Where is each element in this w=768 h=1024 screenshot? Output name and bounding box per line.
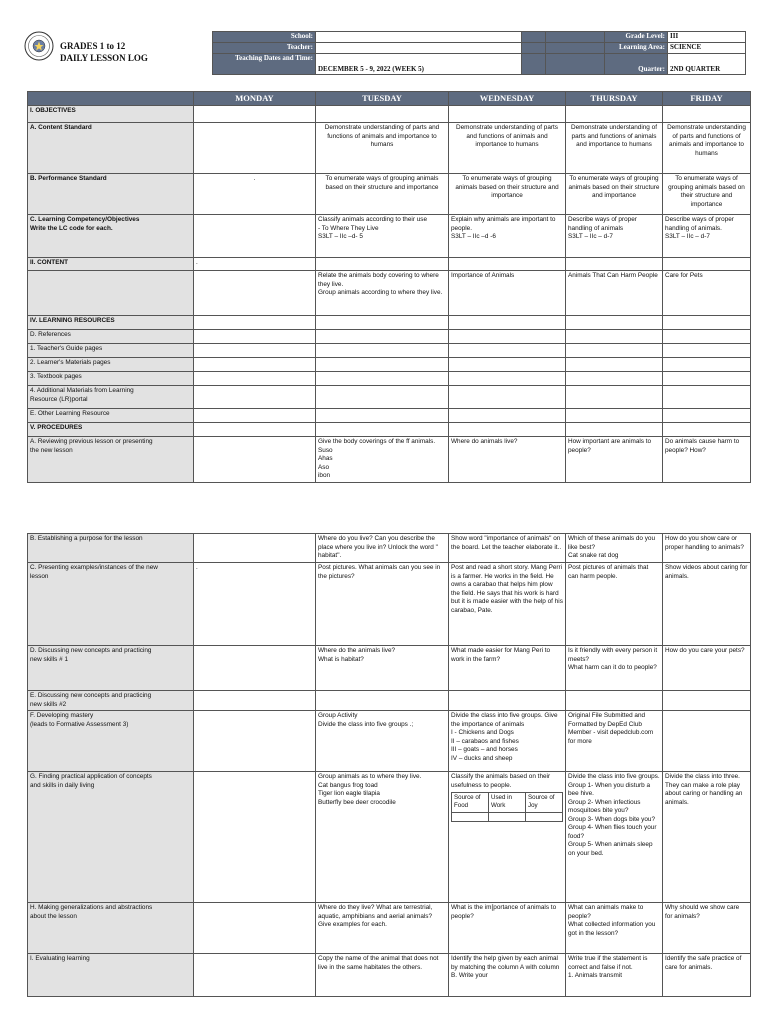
cell-thursday[interactable] bbox=[566, 258, 663, 271]
cell-tuesday[interactable] bbox=[316, 772, 449, 903]
cell-text: What is the im[portance of animals to people? bbox=[451, 904, 557, 920]
area-value[interactable]: SCIENCE bbox=[668, 43, 746, 54]
row-label: A. Content Standard bbox=[28, 123, 194, 174]
row-d-discussing-new-concepts-and-practicing bbox=[28, 646, 751, 691]
cell-wednesday[interactable] bbox=[449, 903, 566, 954]
cell-tuesday[interactable]: Demonstrate understanding of parts and functions of animals and importance to humans bbox=[316, 123, 449, 174]
cell-thursday[interactable] bbox=[566, 358, 663, 372]
quarter-label: Quarter: bbox=[605, 54, 668, 75]
grade-value[interactable]: III bbox=[668, 32, 746, 43]
cell-wednesday[interactable] bbox=[449, 711, 566, 772]
row-label: II. CONTENT bbox=[28, 258, 194, 271]
day-friday: FRIDAY bbox=[663, 92, 751, 106]
row-label: 4. Additional Materials from Learning Resource (LR)portal bbox=[28, 386, 194, 409]
school-value[interactable] bbox=[316, 32, 522, 43]
cell-thursday[interactable]: To enumerate ways of grouping animals based on their structure and importance bbox=[566, 174, 663, 215]
usefulness-header: Used in Work bbox=[489, 793, 526, 813]
cell-monday[interactable] bbox=[194, 563, 316, 646]
cell-wednesday[interactable] bbox=[449, 563, 566, 646]
cell-text: Write true if the statement is correct and false if not. 1. Animals transmit bbox=[568, 955, 648, 980]
cell-friday[interactable] bbox=[663, 258, 751, 271]
document-title bbox=[60, 40, 148, 64]
row-label: 3. Textbook pages bbox=[28, 372, 194, 386]
day-tuesday: TUESDAY bbox=[316, 92, 449, 106]
cell-monday[interactable]: . bbox=[194, 258, 316, 271]
row-label: D. References bbox=[28, 330, 194, 344]
cell-monday[interactable] bbox=[194, 344, 316, 358]
cell-friday[interactable] bbox=[663, 106, 751, 123]
row-label: F. Developing mastery (leads to Formative Assessment 3) bbox=[28, 711, 194, 772]
cell-thursday[interactable] bbox=[566, 711, 663, 772]
cell-text: Divide the class into three. They can make a role play about caring or handling an animals. bbox=[665, 773, 743, 806]
row-label: 2. Learner's Materials pages bbox=[28, 358, 194, 372]
cell-tuesday[interactable] bbox=[316, 423, 449, 437]
cell-monday[interactable] bbox=[194, 386, 316, 409]
cell-thursday[interactable] bbox=[566, 534, 663, 563]
cell-monday[interactable] bbox=[194, 534, 316, 563]
cell-thursday[interactable] bbox=[566, 903, 663, 954]
cell-tuesday[interactable] bbox=[316, 106, 449, 123]
row-f-developing-mastery-leads-to-formative- bbox=[28, 711, 751, 772]
cell-wednesday[interactable] bbox=[449, 646, 566, 691]
cell-thursday[interactable]: Demonstrate understanding of parts and functions of animals and importance to humans bbox=[566, 123, 663, 174]
cell-monday[interactable] bbox=[194, 358, 316, 372]
cell-friday[interactable]: Demonstrate understanding of parts and functions of animals and importance to humans bbox=[663, 123, 751, 174]
cell-thursday[interactable]: Animals That Can Harm People bbox=[566, 271, 663, 316]
school-label: School: bbox=[213, 32, 316, 43]
cell-tuesday[interactable] bbox=[316, 372, 449, 386]
cell-thursday[interactable] bbox=[566, 372, 663, 386]
cell-tuesday[interactable] bbox=[316, 409, 449, 423]
row-label: A. Reviewing previous lesson or presenting the new lesson bbox=[28, 437, 194, 483]
grade-label: Grade Level: bbox=[605, 32, 668, 43]
row-iv-learning-resources bbox=[28, 316, 751, 330]
cell-tuesday[interactable] bbox=[316, 646, 449, 691]
row-e-discussing-new-concepts-and-practicing bbox=[28, 691, 751, 711]
cell-wednesday[interactable]: Explain why animals are important to people. S3LT – IIc –d -6 bbox=[449, 215, 566, 258]
cell-text: Why should we show care for animals? bbox=[665, 904, 740, 920]
cell-friday[interactable] bbox=[663, 903, 751, 954]
cell-friday[interactable] bbox=[663, 954, 751, 997]
row-2-learner-s-materials-pages bbox=[28, 358, 751, 372]
cell-wednesday[interactable]: To enumerate ways of grouping animals based on their structure and importance bbox=[449, 174, 566, 215]
cell-wednesday[interactable]: Importance of Animals bbox=[449, 271, 566, 316]
cell-wednesday[interactable] bbox=[449, 423, 566, 437]
cell-text: How do you care your pets? bbox=[665, 647, 745, 654]
row-label: C. Learning Competency/Objectives Write the LC code for each. bbox=[28, 215, 194, 258]
cell-wednesday[interactable] bbox=[449, 344, 566, 358]
cell-tuesday[interactable] bbox=[316, 358, 449, 372]
cell-friday[interactable] bbox=[663, 386, 751, 409]
row-label: V. PROCEDURES bbox=[28, 423, 194, 437]
cell-thursday[interactable] bbox=[566, 409, 663, 423]
cell-wednesday[interactable] bbox=[449, 358, 566, 372]
row-i-evaluating-learning bbox=[28, 954, 751, 997]
cell-friday[interactable]: To enumerate ways of grouping animals based on their structure and importance bbox=[663, 174, 751, 215]
cell-thursday[interactable] bbox=[566, 316, 663, 330]
cell-monday[interactable] bbox=[194, 106, 316, 123]
cell-friday[interactable] bbox=[663, 711, 751, 772]
cell-friday[interactable] bbox=[663, 372, 751, 386]
cell-thursday[interactable]: How important are animals to people? bbox=[566, 437, 663, 483]
title-line-2: DAILY LESSON LOG bbox=[60, 53, 148, 63]
cell-friday[interactable] bbox=[663, 691, 751, 711]
row-1-teacher-s-guide-pages bbox=[28, 344, 751, 358]
cell-text: What made easier for Mang Peri to work in the farm? bbox=[451, 647, 551, 663]
cell-wednesday[interactable] bbox=[449, 772, 566, 903]
row-3-textbook-pages bbox=[28, 372, 751, 386]
row-e-other-learning-resource bbox=[28, 409, 751, 423]
cell-text: Post pictures. What animals can you see in the pictures? bbox=[318, 564, 441, 580]
cell-text: Is it friendly with every person it meets? What harm can it do to people? bbox=[568, 647, 658, 672]
cell-monday[interactable] bbox=[194, 271, 316, 316]
cell-thursday[interactable]: Describe ways of proper handling of animals S3LT – IIc – d-7 bbox=[566, 215, 663, 258]
cell-wednesday[interactable] bbox=[449, 691, 566, 711]
row-c-learning-competency-objectives-write-t bbox=[28, 215, 751, 258]
cell-thursday[interactable] bbox=[566, 330, 663, 344]
row-label: E. Discussing new concepts and practicing new skills #2 bbox=[28, 691, 194, 711]
cell-friday[interactable] bbox=[663, 772, 751, 903]
usefulness-header: Source of Food bbox=[452, 793, 489, 813]
day-thursday: THURSDAY bbox=[566, 92, 663, 106]
cell-wednesday[interactable] bbox=[449, 372, 566, 386]
row-label: D. Discussing new concepts and practicing new skills # 1 bbox=[28, 646, 194, 691]
dates-label: Teaching Dates and Time: bbox=[213, 54, 316, 75]
cell-tuesday[interactable] bbox=[316, 563, 449, 646]
cell-tuesday[interactable] bbox=[316, 386, 449, 409]
cell-friday[interactable] bbox=[663, 646, 751, 691]
cell-tuesday[interactable] bbox=[316, 316, 449, 330]
cell-friday[interactable] bbox=[663, 423, 751, 437]
cell-tuesday[interactable]: To enumerate ways of grouping animals based on their structure and importance bbox=[316, 174, 449, 215]
row-label: IV. LEARNING RESOURCES bbox=[28, 316, 194, 330]
cell-monday[interactable]: . bbox=[194, 174, 316, 215]
cell-tuesday[interactable]: Classify animals according to their use - To Where They Live S3LT – IIc –d- 5 bbox=[316, 215, 449, 258]
cell-text: Where do the animals live? What is habitat? bbox=[318, 647, 396, 663]
row-ii-content bbox=[28, 258, 751, 271]
row-label: B. Performance Standard bbox=[28, 174, 194, 215]
cell-tuesday[interactable]: Give the body coverings of the ff animals. Suso Ahas Aso ibon bbox=[316, 437, 449, 483]
cell-monday[interactable] bbox=[194, 372, 316, 386]
cell-wednesday[interactable] bbox=[449, 258, 566, 271]
cell-thursday[interactable] bbox=[566, 423, 663, 437]
cell-text: Copy the name of the animal that does not live in the same habitates the others. bbox=[318, 955, 439, 971]
row-g-finding-practical-application-of-conce bbox=[28, 772, 751, 903]
cell-monday[interactable] bbox=[194, 123, 316, 174]
lesson-log-table bbox=[27, 91, 751, 483]
usefulness-table bbox=[451, 792, 563, 822]
cell-tuesday[interactable] bbox=[316, 903, 449, 954]
teacher-value[interactable] bbox=[316, 43, 522, 54]
cell-tuesday[interactable]: Relate the animals body covering to where they live. Group animals according to where they live. bbox=[316, 271, 449, 316]
cell-wednesday[interactable] bbox=[449, 316, 566, 330]
cell-thursday[interactable] bbox=[566, 646, 663, 691]
usefulness-cell[interactable] bbox=[452, 812, 489, 821]
cell-text: Where do you live? Can you describe the place where you live in? Unlock the word " habitat". bbox=[318, 535, 438, 560]
row-a-content-standard bbox=[28, 123, 751, 174]
cell-friday[interactable] bbox=[663, 316, 751, 330]
row-label bbox=[28, 271, 194, 316]
cell-monday[interactable] bbox=[194, 330, 316, 344]
cell-text: Post and read a short story. Mang Perri is a farmer. He works in the field. He owns a carabao that helps him plow the field. He says that his work is hard but it is made easier with the help of his carabao, Pate. bbox=[451, 564, 563, 614]
row-label: E. Other Learning Resource bbox=[28, 409, 194, 423]
row-label: B. Establishing a purpose for the lesson bbox=[28, 534, 194, 563]
day-header-row bbox=[28, 92, 751, 106]
cell-text: Classify the animals based on their usefulness to people. bbox=[451, 773, 551, 789]
cell-text: Group animals as to where they live. Cat bangus frog toad Tiger lion eagle tilapia Butterfly bee deer crocodile bbox=[318, 773, 422, 806]
cell-text: Divide the class into five groups. Give the importance of animals I - Chickens and Dogs II – carabaos and fishes III – goats – and horses IV – ducks and sheep bbox=[451, 712, 558, 762]
cell-tuesday[interactable] bbox=[316, 330, 449, 344]
cell-text: Original File Submitted and Formatted by DepEd Club Member - visit depedclub.com for more bbox=[568, 712, 654, 745]
usefulness-cell[interactable] bbox=[526, 812, 563, 821]
cell-wednesday[interactable]: Demonstrate understanding of parts and functions of animals and importance to humans bbox=[449, 123, 566, 174]
cell-wednesday[interactable] bbox=[449, 954, 566, 997]
row-i-objectives bbox=[28, 106, 751, 123]
area-label: Learning Area: bbox=[605, 43, 668, 54]
cell-text: Show videos about caring for animals. bbox=[665, 564, 748, 580]
cell-friday[interactable] bbox=[663, 409, 751, 423]
cell-text: Post pictures of animals that can harm people. bbox=[568, 564, 649, 580]
row-4-additional-materials-from-learning-res bbox=[28, 386, 751, 409]
cell-wednesday[interactable] bbox=[449, 534, 566, 563]
day-wednesday: WEDNESDAY bbox=[449, 92, 566, 106]
row-h-making-generalizations-and-abstraction bbox=[28, 903, 751, 954]
title-line-1: GRADES 1 to 12 bbox=[60, 41, 126, 51]
cell-text: Identify the help given by each animal by matching the column A with column B. Write your bbox=[451, 955, 560, 980]
row-label: G. Finding practical application of concepts and skills in daily living bbox=[28, 772, 194, 903]
cell-text: Show word "importance of animals" on the board. Let the teacher elaborate it.. bbox=[451, 535, 562, 551]
header-info-table bbox=[212, 31, 746, 75]
cell-wednesday[interactable]: Where do animals live? bbox=[449, 437, 566, 483]
row-d-references bbox=[28, 330, 751, 344]
cell-text: . bbox=[196, 564, 198, 571]
cell-monday[interactable] bbox=[194, 772, 316, 903]
row-content-detail bbox=[28, 271, 751, 316]
row-b-performance-standard bbox=[28, 174, 751, 215]
cell-monday[interactable] bbox=[194, 423, 316, 437]
cell-friday[interactable]: Care for Pets bbox=[663, 271, 751, 316]
dates-value[interactable]: DECEMBER 5 - 9, 2022 (WEEK 5) bbox=[316, 54, 522, 75]
cell-text: Group Activity Divide the class into five groups .; bbox=[318, 712, 414, 728]
usefulness-header: Source of Joy bbox=[526, 793, 563, 813]
cell-friday[interactable] bbox=[663, 330, 751, 344]
row-v-procedures bbox=[28, 423, 751, 437]
cell-friday[interactable]: Do animals cause harm to people? How? bbox=[663, 437, 751, 483]
cell-monday[interactable] bbox=[194, 409, 316, 423]
cell-thursday[interactable] bbox=[566, 344, 663, 358]
cell-text: Which of these animals do you like best? Cat snake rat dog bbox=[568, 535, 656, 560]
cell-friday[interactable] bbox=[663, 563, 751, 646]
cell-text: Where do they live? What are terrestrial, aquatic, amphibians and aerial animals? Give examples for each. bbox=[318, 904, 433, 929]
row-a-reviewing-previous-lesson-or-presentin bbox=[28, 437, 751, 483]
cell-tuesday[interactable] bbox=[316, 954, 449, 997]
cell-text: What can animals make to people? What collected information you got in the lesson? bbox=[568, 904, 656, 937]
cell-monday[interactable] bbox=[194, 215, 316, 258]
cell-monday[interactable] bbox=[194, 691, 316, 711]
cell-monday[interactable] bbox=[194, 646, 316, 691]
cell-friday[interactable] bbox=[663, 534, 751, 563]
cell-tuesday[interactable] bbox=[316, 344, 449, 358]
cell-friday[interactable] bbox=[663, 344, 751, 358]
row-b-establishing-a-purpose-for-the-lesson bbox=[28, 534, 751, 563]
cell-thursday[interactable] bbox=[566, 386, 663, 409]
cell-text: How do you show care or proper handling to animals? bbox=[665, 535, 744, 551]
cell-friday[interactable]: Describe ways of proper handling of animals. S3LT – IIc – d-7 bbox=[663, 215, 751, 258]
cell-thursday[interactable] bbox=[566, 691, 663, 711]
cell-thursday[interactable] bbox=[566, 106, 663, 123]
usefulness-cell[interactable] bbox=[489, 812, 526, 821]
cell-thursday[interactable] bbox=[566, 954, 663, 997]
row-label: H. Making generalizations and abstractions about the lesson bbox=[28, 903, 194, 954]
cell-wednesday[interactable] bbox=[449, 330, 566, 344]
row-label: I. OBJECTIVES bbox=[28, 106, 194, 123]
day-monday: MONDAY bbox=[194, 92, 316, 106]
cell-thursday[interactable] bbox=[566, 772, 663, 903]
cell-monday[interactable] bbox=[194, 954, 316, 997]
procedures-table bbox=[27, 533, 751, 997]
cell-wednesday[interactable] bbox=[449, 386, 566, 409]
teacher-label: Teacher: bbox=[213, 43, 316, 54]
cell-tuesday[interactable] bbox=[316, 711, 449, 772]
cell-tuesday[interactable] bbox=[316, 258, 449, 271]
row-c-presenting-examples-instances-of-the-n bbox=[28, 563, 751, 646]
cell-friday[interactable] bbox=[663, 358, 751, 372]
cell-text: Identify the safe practice of care for animals. bbox=[665, 955, 742, 971]
cell-monday[interactable] bbox=[194, 316, 316, 330]
cell-text: Divide the class into five groups. Group 1- When you disturb a bee hive. Group 2- When infectious mosquitoes bite you? Group 3- When dogs bite you? Group 4- When flies touch your food? Group 5- When animals sleep on your bed. bbox=[568, 773, 660, 857]
row-label: 1. Teacher's Guide pages bbox=[28, 344, 194, 358]
quarter-value[interactable]: 2ND QUARTER bbox=[668, 54, 746, 75]
row-label: C. Presenting examples/instances of the new lesson bbox=[28, 563, 194, 646]
cell-wednesday[interactable] bbox=[449, 409, 566, 423]
cell-monday[interactable] bbox=[194, 437, 316, 483]
row-label: I. Evaluating learning bbox=[28, 954, 194, 997]
cell-monday[interactable] bbox=[194, 903, 316, 954]
cell-tuesday[interactable] bbox=[316, 534, 449, 563]
cell-wednesday[interactable] bbox=[449, 106, 566, 123]
cell-tuesday[interactable] bbox=[316, 691, 449, 711]
cell-monday[interactable] bbox=[194, 711, 316, 772]
deped-seal-icon bbox=[24, 31, 54, 61]
cell-thursday[interactable] bbox=[566, 563, 663, 646]
